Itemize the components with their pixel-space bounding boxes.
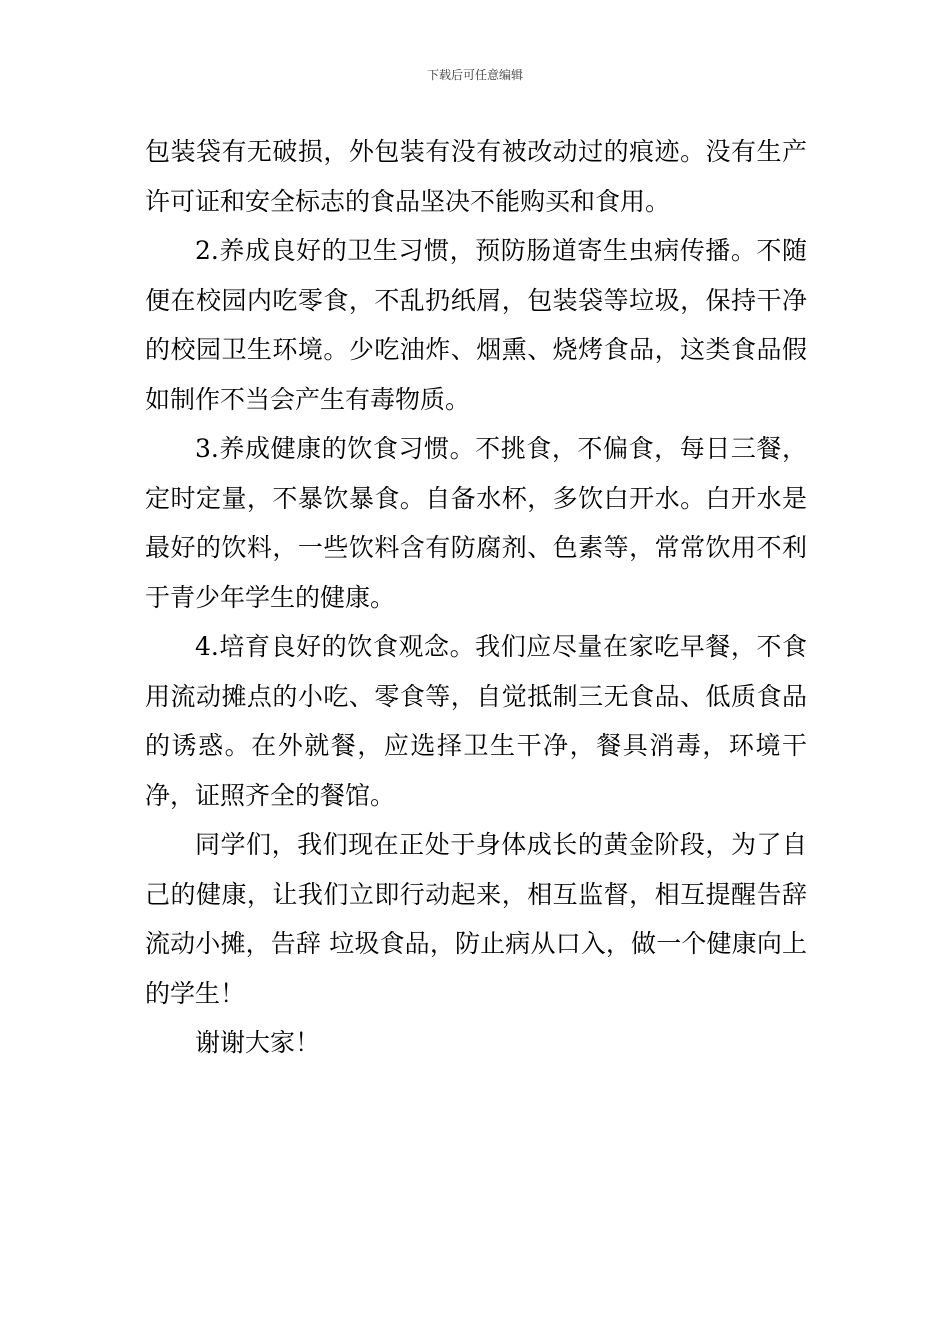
page-header-note: 下载后可任意编辑 [426,68,523,82]
paragraph-diet-concepts: 4.培育良好的饮食观念。我们应尽量在家吃早餐，不食用流动摊点的小吃、零食等，自觉抵制三无食品、低质食品的诱惑。在外就餐，应选择卫生干净，餐具消毒，环境干净，证照齐全的餐馆。 [145,632,807,810]
paragraph-call-to-action: 同学们，我们现在正处于身体成长的黄金阶段，为了自己的健康，让我们立即行动起来，相互监督，相互提醒告辞流动小摊，告辞 垃圾食品，防止病从口入，做一个健康向上的学生！ [145,830,807,1008]
document-body [145,127,807,1068]
paragraph-thanks: 谢谢大家！ [195,1028,321,1057]
paragraph-diet-habits: 3.养成健康的饮食习惯。不挑食，不偏食，每日三餐，定时定量，不暴饮暴食。自备水杯，多饮白开水。白开水是最好的饮料，一些饮料含有防腐剂、色素等，常常饮用不利于青少年学生的健康。 [145,434,807,612]
paragraph-hygiene-habits: 2.养成良好的卫生习惯，预防肠道寄生虫病传播。不随便在校园内吃零食，不乱扔纸屑，包装袋等垃圾，保持干净的校园卫生环境。少吃油炸、烟熏、烧烤食品，这类食品假如制作不当会产生有毒物质。 [145,236,807,414]
paragraph-food-safety-continued: 包装袋有无破损，外包装有没有被改动过的痕迹。没有生产许可证和安全标志的食品坚决不能购买和食用。 [145,137,807,216]
